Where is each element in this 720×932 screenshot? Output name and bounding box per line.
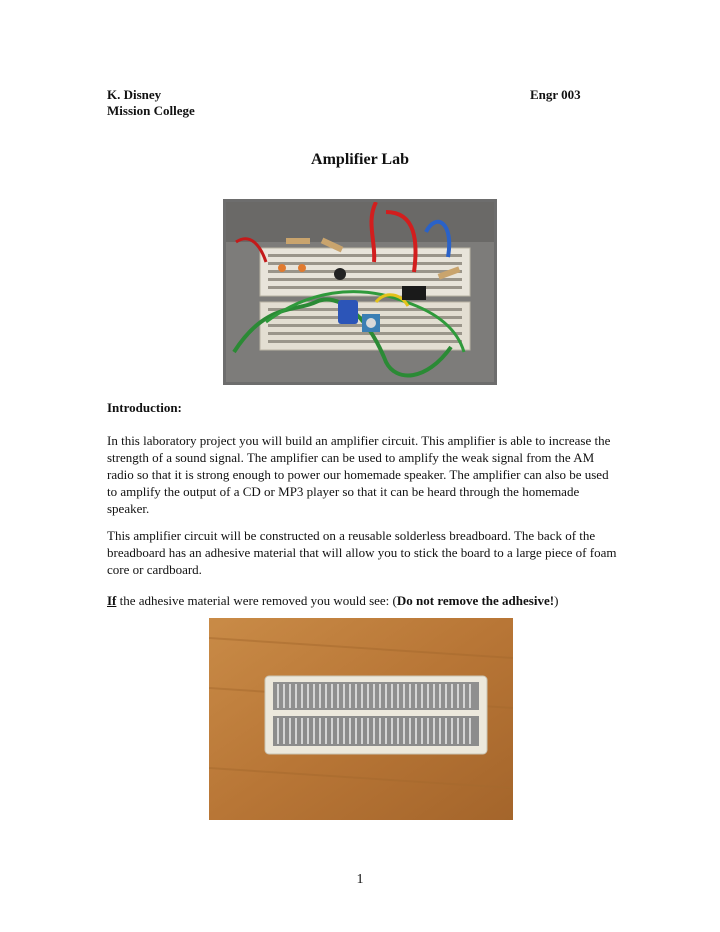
author-name: K. Disney — [107, 87, 162, 102]
breadboard-back-photo — [209, 618, 513, 820]
school-name: Mission College — [107, 103, 195, 118]
adhesive-warning: Do not remove the adhesive! — [396, 593, 555, 608]
page-title: Amplifier Lab — [311, 151, 409, 168]
page-number: 1 — [356, 872, 364, 887]
course-code: Engr 003 — [530, 87, 581, 102]
circuit-photo — [223, 199, 497, 385]
p3-close: ) — [554, 593, 559, 608]
intro-paragraph-3 — [107, 592, 617, 609]
intro-paragraph-1: In this laboratory project you will build an amplifier circuit. This amplifier is able to increase the strength of a sound signal. The amplifier can be used to amplify the weak signal from the AM radio so that it is strong enough to power our homemade speaker. The amplifier can also be used to amplify the output of a CD or MP3 player so that it can be heard through the homemade speaker. — [107, 433, 611, 516]
circuit-photo-image — [226, 202, 494, 382]
p3-text: the adhesive material were removed you would see: ( — [116, 593, 397, 608]
introduction-heading: Introduction: — [107, 400, 182, 415]
intro-paragraph-2: This amplifier circuit will be constructed on a reusable solderless breadboard. The back of the breadboard has an adhesive material that will allow you to stick the board to a large piece of foam core or cardboard. — [107, 528, 617, 577]
if-emphasis: If — [107, 593, 117, 608]
